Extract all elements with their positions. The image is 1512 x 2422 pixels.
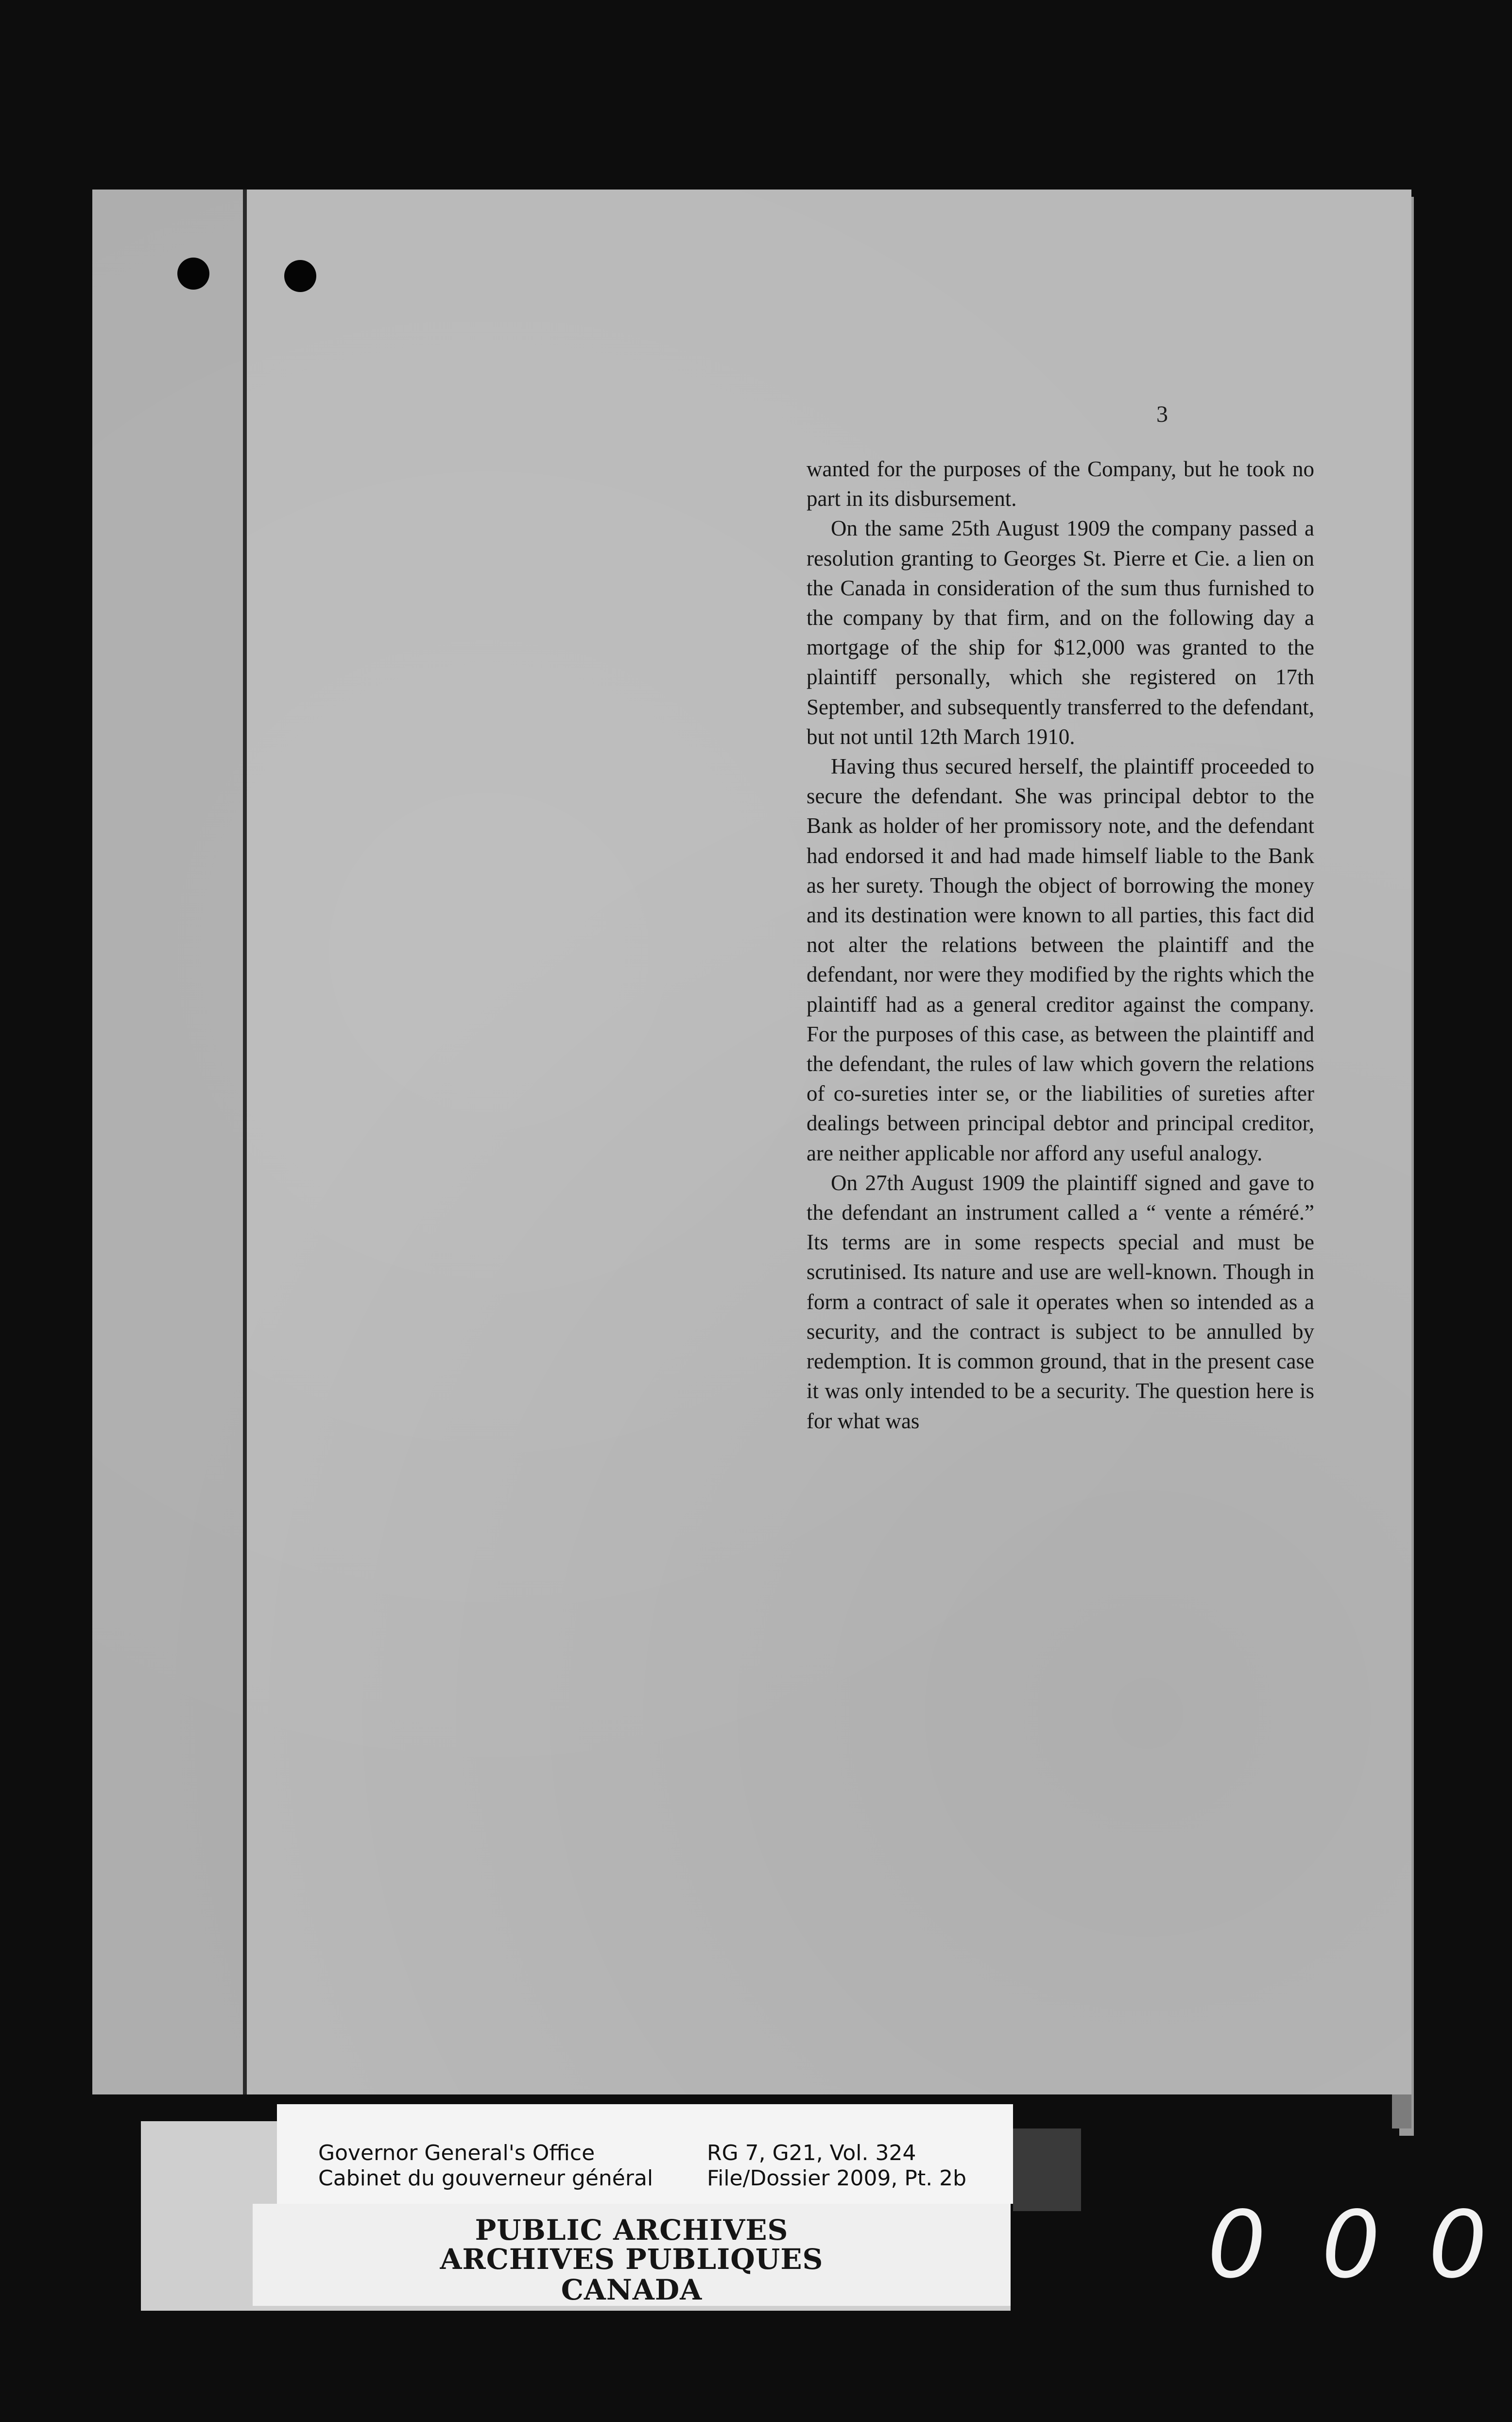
paragraph: On 27th August 1909 the plaintiff signed and gave to the defendant an instrument called a “ vente a réméré.” Its terms are in some respects special and must be scrutinised. Its nature and use are well-known. Though in form a contract of sale it operates when so intended as a security, and the contract is subject to be annulled by redemption. It is common ground, that in the present case it was only intended to be a security. The question here is for what was [807, 1170, 1314, 1433]
stamp-line-en: PUBLIC ARCHIVES [475, 2214, 789, 2247]
archive-reference-file: File/Dossier 2009, Pt. 2b [707, 2166, 967, 2191]
paragraph: wanted for the purposes of the Company, but he took no part in its disbursement. [807, 457, 1314, 511]
frame-counter-digit: 0 [1207, 2191, 1266, 2299]
binding-line [243, 190, 247, 2094]
label-shadow [1013, 2128, 1081, 2211]
paragraph: On the same 25th August 1909 the company passed a resolution granting to Georges St. Pierre et Cie. a lien on the Canada in consideration of the sum thus furnished to the company by that firm, and on the following day a mortgage of the ship for $12,000 was granted to the plaintiff personally, which she registered on 17th September, and subsequently transferred to the defendant, but not until 12th March 1910. [807, 516, 1314, 749]
office-name-en: Governor General's Office [318, 2141, 595, 2165]
frame-counter-digit: 0 [1322, 2191, 1380, 2299]
left-margin [92, 190, 243, 2094]
document-page [92, 190, 1411, 2094]
punch-hole-icon [177, 258, 209, 290]
stamp-line-country: CANADA [561, 2273, 703, 2306]
body-text-column [807, 454, 1314, 1436]
paragraph: Having thus secured herself, the plaintiff proceeded to secure the defendant. She was principal debtor to the Bank as holder of her promissory note, and the defendant had endorsed it and had made himself liable to the Bank as her surety. Though the object of borrowing the money and its destination were known to all parties, this fact did not alter the relations between the plaintiff and the defendant, nor were they modified by the rights which the plaintiff had as a general creditor against the company. For the purposes of this case, as between the plaintiff and the defendant, the rules of law which govern the relations of co-sureties inter se, or the liabilities of sureties after dealings between principal debtor and principal creditor, are neither applicable nor afford any useful analogy. [807, 754, 1314, 1165]
frame-counter-digit: 0 [1428, 2191, 1487, 2299]
punch-hole-icon [284, 260, 316, 292]
office-name-fr: Cabinet du gouverneur général [318, 2166, 653, 2191]
page-number: 3 [1156, 401, 1168, 427]
archive-reference-volume: RG 7, G21, Vol. 324 [707, 2141, 916, 2165]
stamp-line-fr: ARCHIVES PUBLIQUES [440, 2243, 824, 2276]
